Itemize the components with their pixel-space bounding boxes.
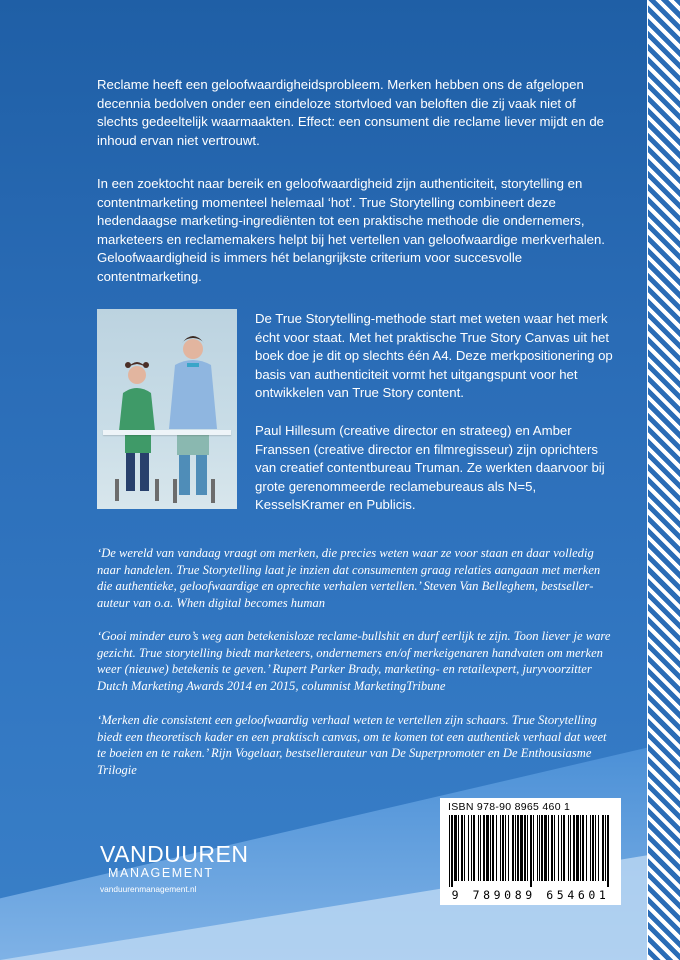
- quote-parker-brady: ‘Gooi minder euro’s weg aan betekenisloze reclame-bullshit en durf eerlijk te zijn. Toon liever je ware gezicht. True storytelling biedt marketeers, ondernemers en/of merkeigenaren handvaten om merken weer (nieuwe) betekenis te geven.’ Rupert Parker Brady, marketing- en retailexpert, juryvoorzitter Dutch Marketing Awards 2014 en 2015, columnist MarketingTribune: [97, 629, 611, 693]
- isbn-label: ISBN 978-90 8965 460 1: [448, 801, 571, 813]
- publisher-sub: MANAGEMENT: [108, 866, 214, 880]
- quote-van-belleghem: ‘De wereld van vandaag vraagt om merken, die precies weten waar ze voor staan en daar volledig naar handelen. True Storytelling laat je inzien dat consumenten graag relaties aangaan met merken die authentieke, geloofwaardige en oprechte verhalen vertellen.’ Steven Van Belleghem, bestsellerauteur van o.a. When digital becomes human: [97, 546, 601, 610]
- barcode-bars: [447, 815, 614, 887]
- publisher-url: vanduurenmanagement.nl: [100, 884, 197, 894]
- authors-paragraph: Paul Hillesum (creative director en strateeg) en Amber Franssen (creative director en filmregisseur) zijn oprichters van creatief contentbureau Truman. Ze werkten daarvoor bij grote gerenommeerde reclamebureaus als N=5, KesselsKramer en Publicis.: [255, 423, 605, 512]
- barcode-digits: 9 789089 654601: [451, 888, 610, 902]
- isbn-barcode: [440, 798, 621, 905]
- method-paragraph: De True Storytelling-methode start met weten waar het merk écht voor staat. Met het praktische True Story Canvas uit het boek doe je dit op slechts één A4. Deze merkpositionering op basis van authenticiteit vormt het uitgangspunt voor het ontwikkelen van True Story content.: [255, 311, 613, 400]
- authors-photo: [97, 309, 237, 509]
- publisher-logo: [100, 842, 250, 894]
- publisher-name: VANDUUREN: [100, 841, 249, 867]
- authors-illustration: [97, 309, 237, 509]
- photo-table: [103, 430, 231, 435]
- quote-vogelaar: ‘Merken die consistent een geloofwaardig verhaal weten te vertellen zijn schaars. True Storytelling biedt een theoretisch kader en een praktisch canvas, om te komen tot een authentiek verhaal dat weet te boeien en te raken.’ Rijn Vogelaar, bestsellerauteur van De Superpromoter en De Enthousiasme Trilogie: [97, 713, 607, 777]
- striped-spine-band: [647, 0, 680, 960]
- intro-paragraph: Reclame heeft een geloofwaardigheidsprobleem. Merken hebben ons de afgelopen decennia bedolven onder een eindeloze stortvloed van beloften die zij vaak niet of slechts gedeeltelijk waarmaakten. Effect: een consument die reclame liever mijdt en de inhoud ervan niet vertrouwt.: [97, 77, 605, 148]
- storytelling-paragraph: In een zoektocht naar bereik en geloofwaardigheid zijn authenticiteit, storytelling en contentmarketing momenteel helemaal ‘hot’. True Storytelling combineert deze hedendaagse marketing-ingrediënten tot een praktische methode die ondernemers, marketeers en reclamemakers helpt bij het vertellen van geloofwaardige merkverhalen. Geloofwaardigheid is immers hét belangrijkste criterium voor succesvolle contentmarketing.: [97, 176, 605, 284]
